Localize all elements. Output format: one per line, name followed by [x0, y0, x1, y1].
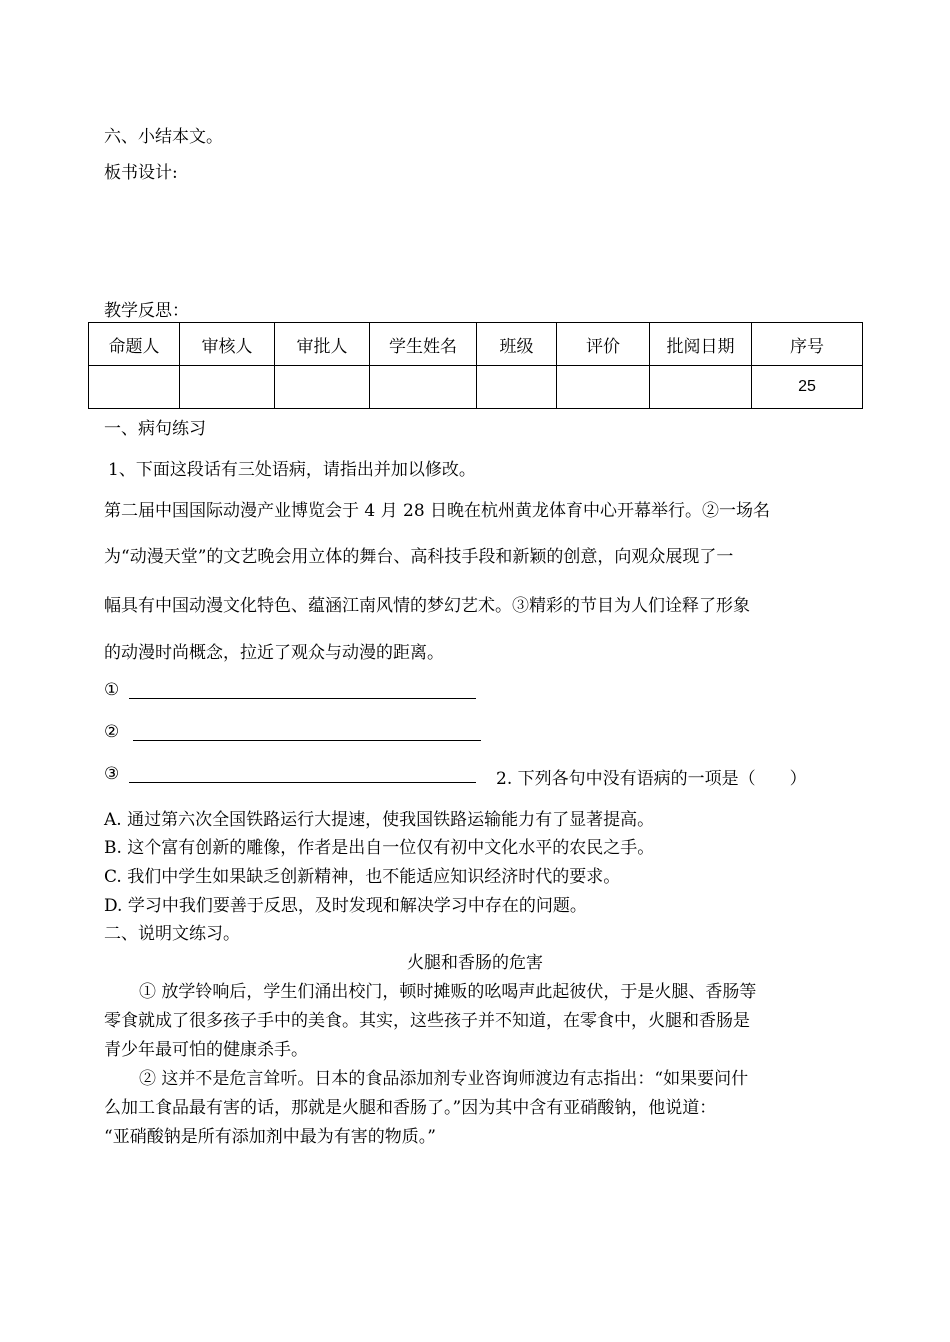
teaching-reflection-label: 教学反思： — [104, 301, 189, 321]
passage-line: 第二届中国国际动漫产业博览会于 4 月 28 日晚在杭州黄龙体育中心开幕举行。②一场名 — [104, 501, 771, 521]
answer-blank-2[interactable] — [133, 740, 481, 741]
board-design-label: 板书设计: — [104, 163, 178, 183]
article-title: 火腿和香肠的危害 — [407, 953, 543, 973]
option-b: B. 这个富有创新的雕像，作者是出自一位仅有初中文化水平的农民之手。 — [104, 838, 655, 858]
question-one: 1、下面这段话有三处语病，请指出并加以修改。 — [108, 460, 476, 480]
blank-label-2: ② — [104, 722, 120, 742]
option-a: A. 通过第六次全国铁路运行大提速，使我国铁路运输能力有了显著提高。 — [104, 810, 655, 830]
value-cell — [477, 366, 557, 409]
section-six-heading: 六、小结本文。 — [104, 127, 223, 147]
header-cell: 命题人 — [89, 323, 180, 366]
value-cell — [89, 366, 180, 409]
part-one-title: 一、病句练习 — [104, 419, 206, 439]
info-table — [88, 322, 863, 409]
part-two-title: 二、说明文练习。 — [104, 924, 240, 944]
question-two: 2. 下列各句中没有语病的一项是（ ） — [496, 769, 807, 789]
value-cell — [370, 366, 477, 409]
passage-line: 的动漫时尚概念，拉近了观众与动漫的距离。 — [104, 643, 444, 663]
value-cell — [180, 366, 275, 409]
value-cell — [557, 366, 650, 409]
answer-blank-3[interactable] — [129, 782, 476, 783]
table-value-row — [89, 366, 863, 409]
blank-label-1: ① — [104, 680, 120, 700]
table-header-row — [89, 323, 863, 366]
article-paragraph-line: “亚硝酸钠是所有添加剂中最为有害的物质。” — [104, 1127, 436, 1147]
header-cell: 审批人 — [275, 323, 370, 366]
header-cell: 学生姓名 — [370, 323, 477, 366]
article-paragraph-line: 青少年最可怕的健康杀手。 — [104, 1040, 308, 1060]
header-cell: 审核人 — [180, 323, 275, 366]
article-paragraph-line: 零食就成了很多孩子手中的美食。其实，这些孩子并不知道，在零食中，火腿和香肠是 — [104, 1011, 750, 1031]
answer-blank-1[interactable] — [129, 698, 476, 699]
value-cell — [650, 366, 752, 409]
option-c: C. 我们中学生如果缺乏创新精神，也不能适应知识经济时代的要求。 — [104, 867, 621, 887]
article-paragraph-line: 么加工食品最有害的话，那就是火腿和香肠了。”因为其中含有亚硝酸钠，他说道： — [104, 1098, 717, 1118]
header-cell: 序号 — [752, 323, 863, 366]
article-paragraph-line: ① 放学铃响后，学生们涌出校门，顿时摊贩的吆喝声此起彼伏，于是火腿、香肠等 — [139, 982, 757, 1002]
serial-number-cell: 25 — [752, 366, 863, 409]
header-cell: 班级 — [477, 323, 557, 366]
passage-line: 为“动漫天堂”的文艺晚会用立体的舞台、高科技手段和新颖的创意，向观众展现了一 — [104, 547, 734, 567]
option-d: D. 学习中我们要善于反思，及时发现和解决学习中存在的问题。 — [104, 896, 587, 916]
value-cell — [275, 366, 370, 409]
header-cell: 批阅日期 — [650, 323, 752, 366]
article-paragraph-line: ② 这并不是危言耸听。日本的食品添加剂专业咨询师渡边有志指出：“如果要问什 — [139, 1069, 749, 1089]
passage-line: 幅具有中国动漫文化特色、蕴涵江南风情的梦幻艺术。③精彩的节目为人们诠释了形象 — [104, 596, 750, 616]
header-cell: 评价 — [557, 323, 650, 366]
blank-label-3: ③ — [104, 764, 120, 784]
